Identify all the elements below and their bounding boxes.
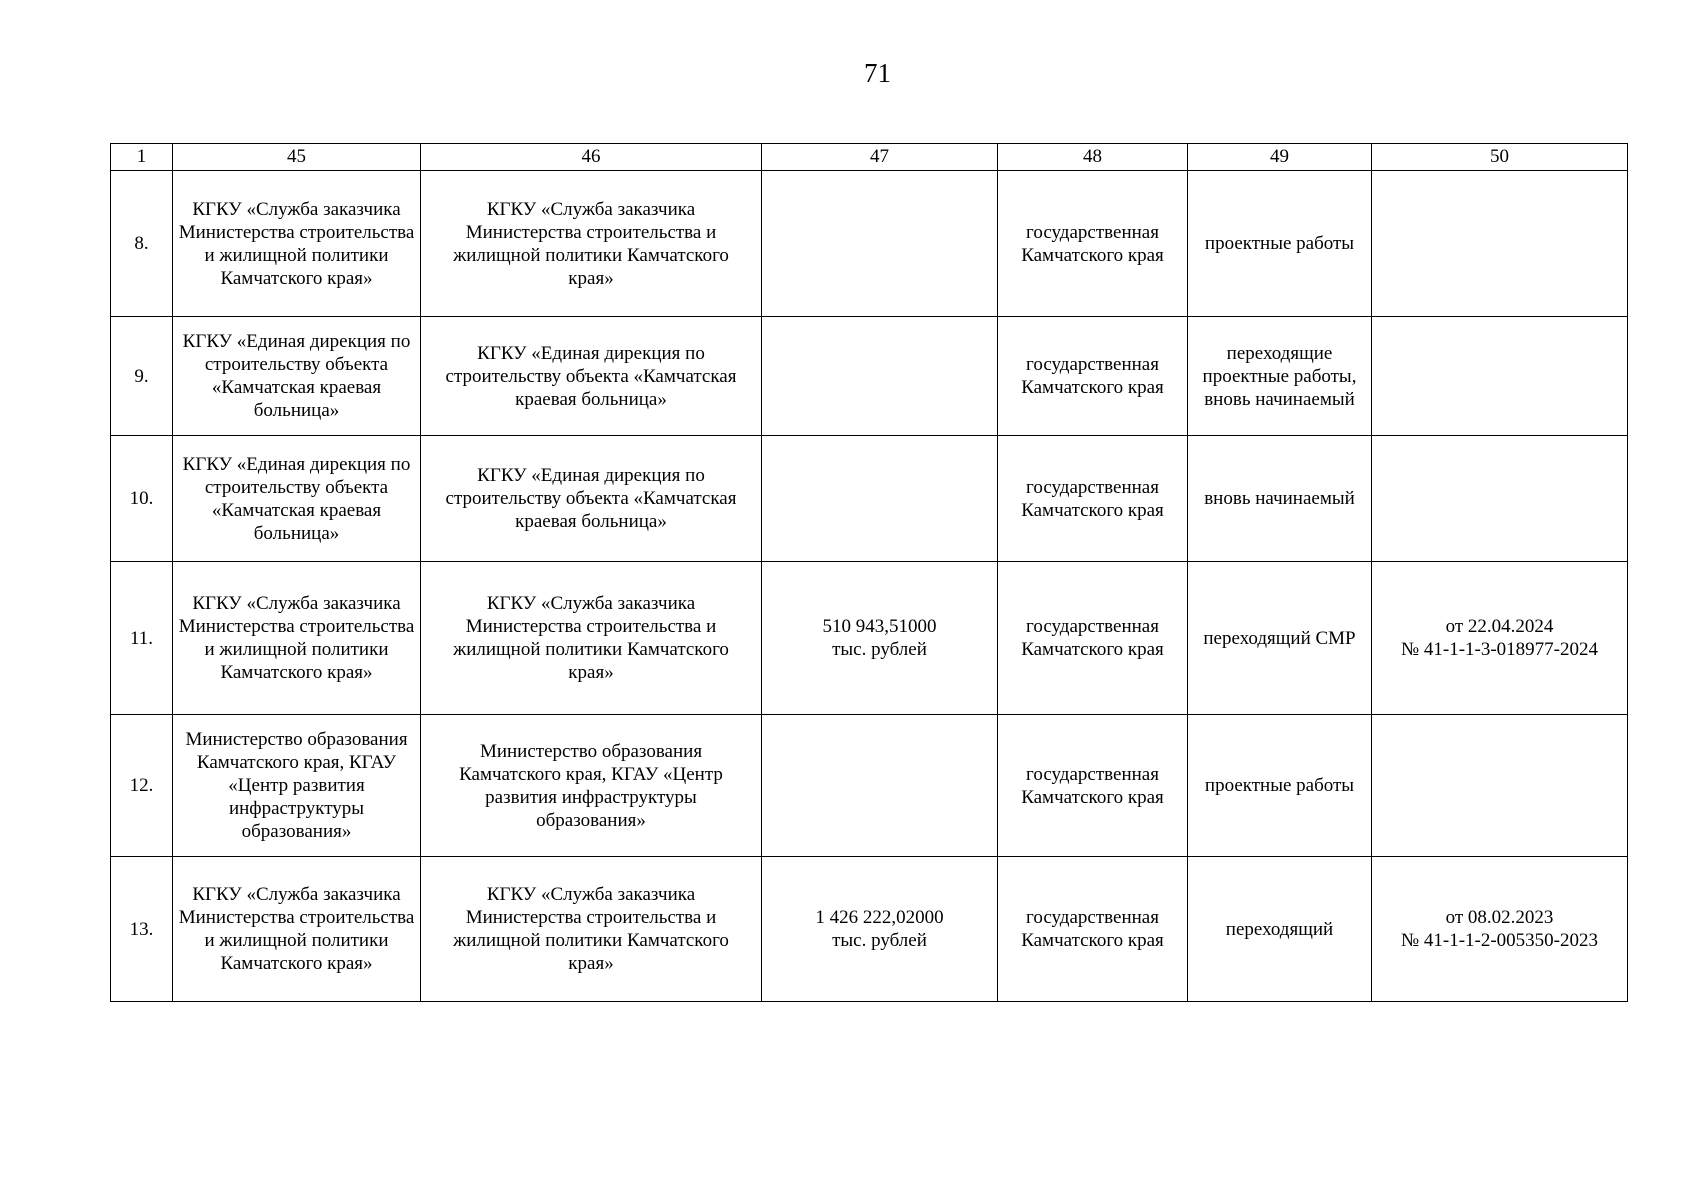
- row-number: 8.: [111, 171, 173, 317]
- cell-col49: переходящий: [1188, 857, 1372, 1002]
- cell-col46: КГКУ «Единая дирекция по строительству объекта «Камчатская краевая больница»: [421, 436, 762, 562]
- table-row: [111, 715, 1628, 857]
- cell-col48: государственная Камчатского края: [998, 436, 1188, 562]
- cell-col50: [1372, 436, 1628, 562]
- cell-col45: Министерство образования Камчатского края, КГАУ «Центр развития инфраструктуры образования»: [173, 715, 421, 857]
- cell-col45: КГКУ «Единая дирекция по строительству объекта «Камчатская краевая больница»: [173, 436, 421, 562]
- cell-col47: [762, 317, 998, 436]
- row-number: 13.: [111, 857, 173, 1002]
- header-row: [111, 144, 1628, 171]
- cell-col45: КГКУ «Служба заказчика Министерства строительства и жилищной политики Камчатского края»: [173, 171, 421, 317]
- cell-col47: [762, 171, 998, 317]
- cell-col47: [762, 436, 998, 562]
- table-row: [111, 857, 1628, 1002]
- cell-col48: государственная Камчатского края: [998, 562, 1188, 715]
- column-header: 49: [1188, 144, 1372, 171]
- column-header: 45: [173, 144, 421, 171]
- cell-col49: проектные работы: [1188, 715, 1372, 857]
- cell-col50: [1372, 562, 1628, 715]
- row-number: 11.: [111, 562, 173, 715]
- cell-col46: Министерство образования Камчатского края, КГАУ «Центр развития инфраструктуры образования»: [421, 715, 762, 857]
- cell-col50: [1372, 317, 1628, 436]
- conclusion-date: от 22.04.2024: [1445, 616, 1554, 637]
- column-header: 47: [762, 144, 998, 171]
- table-row: [111, 317, 1628, 436]
- cell-col49: переходящий СМР: [1188, 562, 1372, 715]
- cell-col49: вновь начинаемый: [1188, 436, 1372, 562]
- cell-col47: [762, 715, 998, 857]
- cell-col48: государственная Камчатского края: [998, 715, 1188, 857]
- conclusion-number: № 41-1-1-3-018977-2024: [1400, 639, 1598, 660]
- column-header: 48: [998, 144, 1188, 171]
- cell-col48: государственная Камчатского края: [998, 171, 1188, 317]
- cell-col46: КГКУ «Служба заказчика Министерства строительства и жилищной политики Камчатского края»: [421, 562, 762, 715]
- page-number: 71: [864, 58, 891, 88]
- cell-col49: проектные работы: [1188, 171, 1372, 317]
- column-header: 46: [421, 144, 762, 171]
- row-number: 12.: [111, 715, 173, 857]
- column-header: 50: [1372, 144, 1628, 171]
- cell-col45: КГКУ «Служба заказчика Министерства строительства и жилищной политики Камчатского края»: [173, 562, 421, 715]
- data-table: [110, 143, 1628, 1002]
- row-number: 10.: [111, 436, 173, 562]
- row-number: 9.: [111, 317, 173, 436]
- cell-col45: КГКУ «Служба заказчика Министерства строительства и жилищной политики Камчатского края»: [173, 857, 421, 1002]
- cell-col48: государственная Камчатского края: [998, 857, 1188, 1002]
- cell-col47: 1 426 222,02000 тыс. рублей: [762, 857, 998, 1002]
- table-row: [111, 436, 1628, 562]
- cell-col50: [1372, 857, 1628, 1002]
- table-row: [111, 171, 1628, 317]
- cell-col50: [1372, 715, 1628, 857]
- cell-col50: [1372, 171, 1628, 317]
- cell-col48: государственная Камчатского края: [998, 317, 1188, 436]
- conclusion-date: от 08.02.2023: [1445, 907, 1554, 928]
- cell-col49: переходящие проектные работы, вновь начинаемый: [1188, 317, 1372, 436]
- cell-col46: КГКУ «Единая дирекция по строительству объекта «Камчатская краевая больница»: [421, 317, 762, 436]
- cell-col47: 510 943,51000 тыс. рублей: [762, 562, 998, 715]
- cell-col45: КГКУ «Единая дирекция по строительству объекта «Камчатская краевая больница»: [173, 317, 421, 436]
- cell-col46: КГКУ «Служба заказчика Министерства строительства и жилищной политики Камчатского края»: [421, 171, 762, 317]
- table-row: [111, 562, 1628, 715]
- cell-col46: КГКУ «Служба заказчика Министерства строительства и жилищной политики Камчатского края»: [421, 857, 762, 1002]
- conclusion-number: № 41-1-1-2-005350-2023: [1400, 930, 1598, 951]
- column-header: 1: [111, 144, 173, 171]
